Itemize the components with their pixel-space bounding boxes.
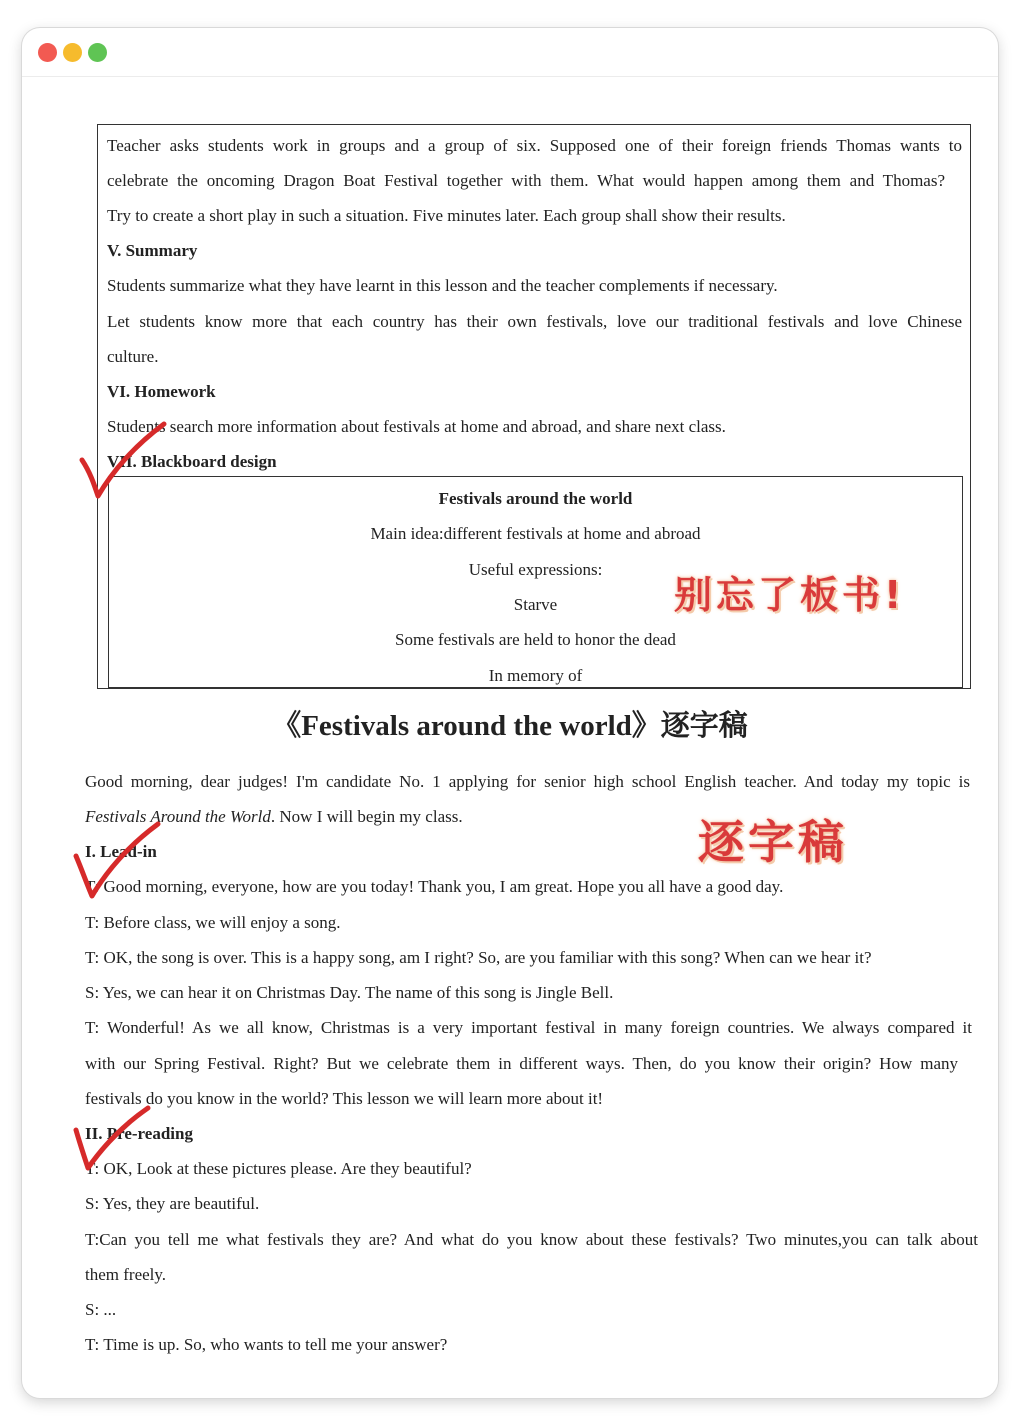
blackboard-starve: Starve	[513, 595, 558, 614]
blackboard-memory: In memory of	[488, 666, 583, 685]
dialogue-line: T:Can you tell me what festivals they are? And what do you know about these festivals? Two minutes,you can talk about	[85, 1230, 978, 1249]
checkmark-icon	[72, 820, 162, 902]
paragraph-line: Try to create a short play in such a situation. Five minutes later. Each group shall show their results.	[107, 206, 786, 225]
homework-heading: VI. Homework	[107, 382, 216, 401]
dialogue-line: T: OK, Look at these pictures please. Are they beautiful?	[85, 1159, 472, 1178]
paragraph-line: Students summarize what they have learnt in this lesson and the teacher complements if necessary.	[107, 276, 778, 295]
dialogue-line: S: ...	[85, 1300, 117, 1319]
paragraph-line: Students search more information about festivals at home and abroad, and share next class.	[107, 417, 726, 436]
paragraph-line: celebrate the oncoming Dragon Boat Festival together with them. What would happen among them and Thomas?	[107, 171, 945, 190]
script-stamp: 逐字稿	[698, 815, 848, 869]
paragraph-line: Good morning, dear judges! I'm candidate No. 1 applying for senior high school English teacher. And today my topic is	[85, 772, 970, 791]
blackboard-title: Festivals around the world	[438, 489, 633, 508]
summary-heading: V. Summary	[107, 241, 198, 260]
checkmark-icon	[78, 420, 168, 502]
blackboard-held: Some festivals are held to honor the dead	[395, 630, 676, 649]
paragraph-line: culture.	[107, 347, 159, 366]
blackboard-main-idea: Main idea:different festivals at home and abroad	[370, 524, 701, 543]
dialogue-line: S: Yes, we can hear it on Christmas Day. The name of this song is Jingle Bell.	[85, 983, 614, 1002]
document-window	[22, 28, 998, 1398]
topic-title: Festivals Around the World	[85, 807, 271, 826]
leadin-heading: I. Lead-in	[85, 842, 157, 861]
checkmark-icon	[72, 1104, 152, 1176]
dialogue-line: T: Time is up. So, who wants to tell me your answer?	[85, 1335, 448, 1354]
dialogue-line: T: Good morning, everyone, how are you today! Thank you, I am great. Hope you all have a good day.	[85, 877, 784, 896]
prereading-heading: II. Pre-reading	[85, 1124, 193, 1143]
dialogue-line: them freely.	[85, 1265, 167, 1284]
dialogue-line: T: Before class, we will enjoy a song.	[85, 913, 341, 932]
blackboard-heading: VII. Blackboard design	[107, 452, 277, 471]
blackboard-useful: Useful expressions:	[468, 560, 603, 579]
dialogue-line: with our Spring Festival. Right? But we celebrate them in different ways. Then, do you know their origin? How many	[85, 1054, 958, 1073]
dialogue-line: S: Yes, they are beautiful.	[85, 1194, 260, 1213]
blackboard-reminder-stamp: 别忘了板书!	[674, 573, 906, 617]
dialogue-line: T: Wonderful! As we all know, Christmas is a very important festival in many foreign countries. We always compared it	[85, 1018, 972, 1037]
paragraph-line: Let students know more that each country has their own festivals, love our traditional festivals and love Chinese	[107, 312, 962, 331]
paragraph-text: . Now I will begin my class.	[270, 807, 463, 826]
dialogue-line: festivals do you know in the world? This lesson we will learn more about it!	[85, 1089, 604, 1108]
script-title: 《Festivals around the world》逐字稿	[272, 710, 748, 742]
paragraph-line: Teacher asks students work in groups and a group of six. Supposed one of their foreign friends Thomas wants to	[107, 136, 962, 155]
dialogue-line: T: OK, the song is over. This is a happy song, am I right? So, are you familiar with this song? When can we hear it?	[85, 948, 872, 967]
document-page	[22, 28, 998, 1398]
